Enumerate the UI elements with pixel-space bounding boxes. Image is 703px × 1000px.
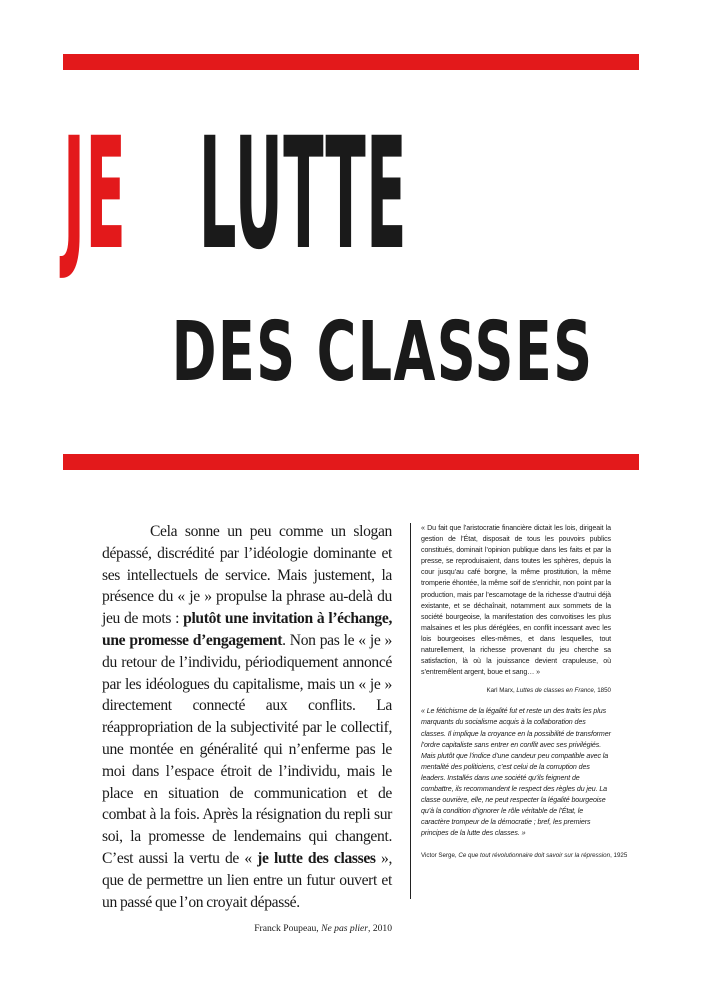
quote-marx-author: Karl Marx, (486, 687, 517, 695)
quote-serge-title: Ce que tout révolutionnaire doit savoir sur la répression (458, 852, 611, 860)
main-column (102, 521, 392, 935)
main-bold-2: je lutte des classes (257, 849, 376, 867)
quote-serge (421, 706, 628, 860)
quote-serge-author: Victor Serge, (421, 852, 459, 860)
page-title-line-1 (63, 105, 639, 284)
main-credit-author: Franck Poupeau, (254, 923, 322, 935)
title-word-lutte: LUTTE (198, 105, 408, 284)
main-text-part-3: », que de permettre un lien entre un futur ouvert et un passé que l’on croyait dépassé. (102, 849, 392, 911)
title-des-classes: DES CLASSES (171, 305, 594, 400)
title-word-je: JE (63, 105, 127, 284)
main-credit (102, 923, 392, 935)
main-credit-year: , 2010 (368, 923, 392, 935)
main-bold-1: plutôt une invitation à l’échange, une promesse d’engagement (102, 610, 392, 649)
quote-marx (421, 523, 611, 695)
main-text-part-1: Cela sonne un peu comme un slogan dépassé, discrédité par l’idéologie dominante et ses intellectuels de service. Mais justement, la présence du « je » propulse la phrase au-delà du jeu de mots : (102, 523, 392, 628)
quote-marx-year: , 1850 (593, 687, 611, 695)
main-text-part-2: . Non pas le « je » du retour de l’individu, périodiquement annoncé par les idéologues du capitalisme, mais un « je » directement connecté aux conflits. La réappropriation de la subjectivité par le collectif, une montée en généralité qui n’enferme pas le moi dans l’espace étroit de l’individu, mais le place en situation de communication et de combat à la fois. Après la résignation du repli sur soi, la promesse de lendemains qui changent. C’est aussi la vertu de « (102, 631, 392, 867)
quote-marx-title: Luttes de classes en France (516, 687, 594, 695)
main-paragraph (102, 521, 392, 913)
quote-marx-credit (421, 686, 611, 695)
quote-serge-year: , 1925 (610, 852, 628, 860)
quote-marx-text: « Du fait que l’aristocratie financière dictait les lois, dirigeait la gestion de l’État, disposait de tous les pouvoirs publics constitués, dominait l’opinion publique dans les faits et par la presse, se reproduisaient, dans toutes les sphères, depuis la cour jusqu’au café borgne, la même prostitution, la même tromperie éhontée, la même soif de s’enrichir, non point par la production, mais par l’escamotage de la richesse d’autrui déjà existante, et se déchaînait, notamment aux sommets de la société bourgeoise, la manifestation des convoitises les plus malsaines et les plus déréglées, en conflit incessant avec les lois bourgeoises elles-mêmes, et dans lesquelles, tout naturellement, la richesse provenant du jeu cherche sa satisfaction, là où la jouissance devient crapuleuse, où s’entremêlent argent, boue et sang… » (421, 524, 611, 677)
bottom-red-bar (63, 454, 639, 470)
top-red-bar (63, 54, 639, 70)
quote-serge-credit (421, 851, 628, 860)
main-credit-title: Ne pas plier (321, 923, 369, 935)
page-title-line-2 (63, 305, 639, 400)
quotes-sidebar (410, 523, 628, 899)
quote-serge-text: « Le fétichisme de la légalité fut et reste un des traits les plus marquants du socialisme acquis à la collaboration des classes. Il implique la croyance en la possibilité de transformer l’ordre capitaliste sans entrer en conflit avec ses privilégiés. Mais plutôt que l’indice d’une candeur peu compatible avec la mentalité des politiciens, c’est celui de la corruption des leaders. Installés dans une société qu’ils feignent de combattre, ils recommandent le respect des règles du jeu. La classe ouvrière, elle, ne peut respecter la légalité bourgeoise qu’à la condition d’ignorer le rôle véritable de l’État, le caractère trompeur de la démocratie ; bref, les premiers principes de la lutte des classes. » (421, 707, 611, 838)
